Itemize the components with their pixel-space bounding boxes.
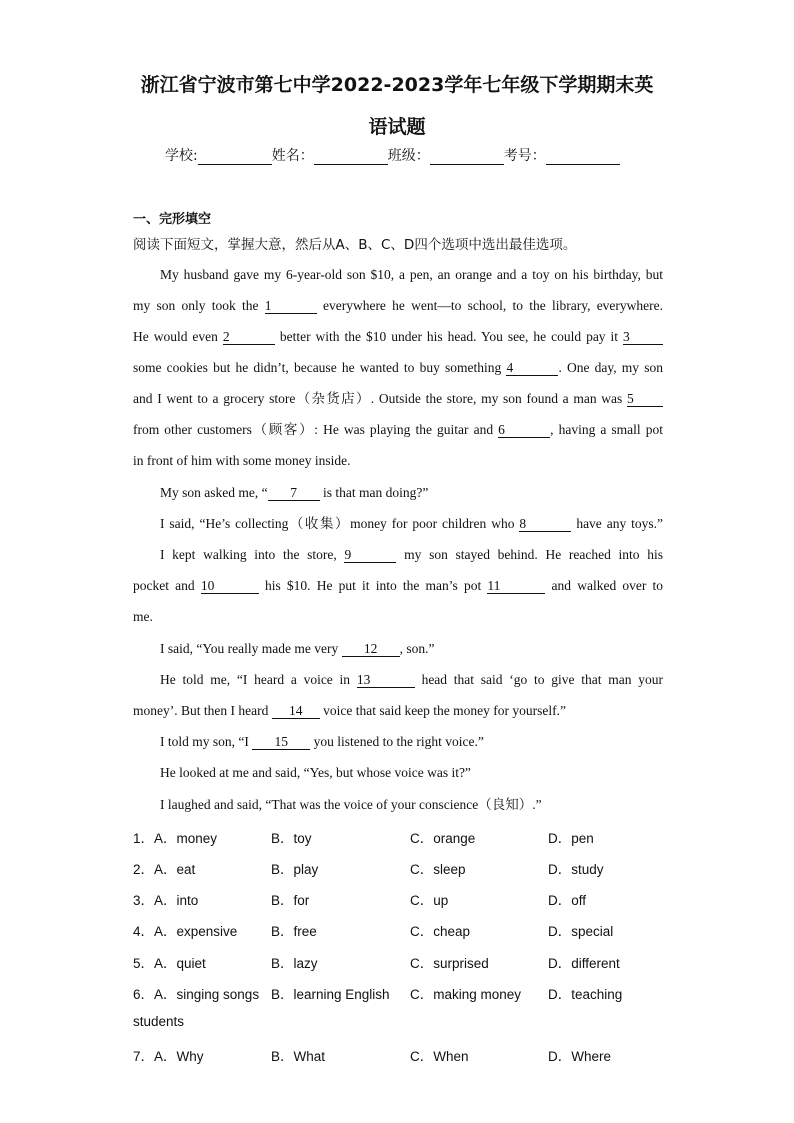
page-title: 浙江省宁波市第七中学2022-2023学年七年级下学期期末英 — [140, 74, 654, 96]
option-b[interactable]: B．play — [271, 862, 319, 877]
option-c[interactable]: C．cheap — [410, 924, 471, 939]
blank-4: 4 — [506, 360, 558, 376]
option-c[interactable]: C．orange — [410, 831, 476, 846]
option-c[interactable]: C．When — [410, 1049, 469, 1064]
passage-line: some cookies but he didn’t, because he wanted to buy something 4 . One day, my son — [133, 360, 663, 375]
class-label: 班级： — [387, 148, 430, 164]
passage-line: I kept walking into the store, 9 my son stayed behind. He reached into his — [160, 547, 664, 562]
option-c[interactable]: C．sleep — [410, 862, 466, 877]
blank-8: 8 — [519, 516, 571, 532]
passage-line: I said, “You really made me very 12 , son.” — [160, 641, 435, 656]
passage-line: My husband gave my 6-year-old son $10, a pen, an orange and a toy on his birthday, but — [160, 267, 663, 282]
class-blank[interactable] — [430, 150, 504, 165]
option-c[interactable]: C．surprised — [410, 956, 489, 971]
option-a[interactable]: 3．A．into — [133, 893, 199, 908]
blank-6: 6 — [498, 422, 550, 438]
passage-line: in front of him with some money inside. — [133, 453, 351, 468]
option-d[interactable]: D．teaching — [548, 987, 623, 1002]
blank-10: 10 — [201, 578, 259, 594]
option-d-cont: students — [133, 1014, 185, 1029]
passage-line: and I went to a grocery store（杂货店）. Outside the store, my son found a man was 5 — [133, 390, 663, 408]
option-d[interactable]: D．off — [548, 893, 587, 908]
blank-13: 13 — [357, 672, 415, 688]
name-blank[interactable] — [314, 150, 388, 165]
option-b[interactable]: B．for — [271, 893, 310, 908]
school-label: 学校: — [165, 148, 198, 164]
blank-11: 11 — [487, 578, 545, 594]
passage-line: He told me, “I heard a voice in 13 head that said ‘go to give that man your — [160, 672, 663, 687]
option-d[interactable]: D．study — [548, 862, 604, 877]
passage-line: my son only took the 1 everywhere he went—to school, to the library, everywhere. — [133, 298, 664, 313]
option-b[interactable]: B．learning English — [271, 987, 390, 1002]
option-c[interactable]: C．making money — [410, 987, 522, 1002]
passage-line: He would even 2 better with the $10 under his head. You see, he could pay it 3 — [133, 328, 663, 346]
passage-line: My son asked me, “ 7 is that man doing?” — [160, 485, 429, 500]
option-d[interactable]: D．pen — [548, 831, 594, 846]
blank-1: 1 — [265, 298, 317, 314]
number-label: 考号： — [503, 148, 546, 164]
option-b[interactable]: B．free — [271, 924, 317, 939]
option-a[interactable]: 2．A．eat — [133, 862, 196, 877]
passage-line: I laughed and said, “That was the voice of your conscience（良知）.” — [160, 797, 542, 812]
passage-line: me. — [133, 609, 153, 624]
option-a[interactable]: 5．A．quiet — [133, 956, 206, 971]
page-title-cont: 语试题 — [368, 116, 426, 138]
blank-2: 2 — [223, 329, 275, 345]
blank-5: 5 — [627, 391, 663, 407]
number-blank[interactable] — [546, 150, 620, 165]
section-heading: 一、完形填空 — [133, 212, 212, 227]
school-blank[interactable] — [198, 150, 272, 165]
option-d[interactable]: D．special — [548, 924, 614, 939]
option-c[interactable]: C．up — [410, 893, 449, 908]
option-d[interactable]: D．different — [548, 956, 620, 971]
blank-7: 7 — [268, 485, 320, 501]
passage-line: money’. But then I heard 14 voice that said keep the money for yourself.” — [133, 703, 567, 718]
section-instruction: 阅读下面短文，掌握大意，然后从A、B、C、D四个选项中选出最佳选项。 — [133, 237, 577, 253]
passage-line: from other customers（顾客）: He was playing the guitar and 6 , having a small pot — [133, 422, 663, 437]
option-b[interactable]: B．What — [271, 1049, 326, 1064]
option-a[interactable]: 6．A．singing songs — [133, 987, 260, 1002]
blank-12: 12 — [342, 641, 400, 657]
blank-3: 3 — [623, 329, 663, 345]
student-info — [165, 145, 620, 165]
option-d[interactable]: D．Where — [548, 1049, 612, 1064]
passage-line: I said, “He’s collecting（收集）money for poor children who 8 have any toys.” — [160, 516, 663, 531]
passage-line: I told my son, “I 15 you listened to the right voice.” — [160, 734, 484, 749]
option-a[interactable]: 7．A．Why — [133, 1049, 204, 1064]
option-b[interactable]: B．lazy — [271, 956, 318, 971]
blank-9: 9 — [344, 547, 396, 563]
option-b[interactable]: B．toy — [271, 831, 312, 846]
name-label: 姓名： — [271, 148, 314, 164]
blank-15: 15 — [252, 734, 310, 750]
passage-line: He looked at me and said, “Yes, but whose voice was it?” — [160, 765, 471, 780]
passage-line: pocket and 10 his $10. He put it into the man’s pot 11 and walked over to — [133, 578, 664, 593]
option-a[interactable]: 4．A．expensive — [133, 924, 238, 939]
option-a[interactable]: 1．A．money — [133, 831, 218, 846]
blank-14: 14 — [272, 703, 320, 719]
